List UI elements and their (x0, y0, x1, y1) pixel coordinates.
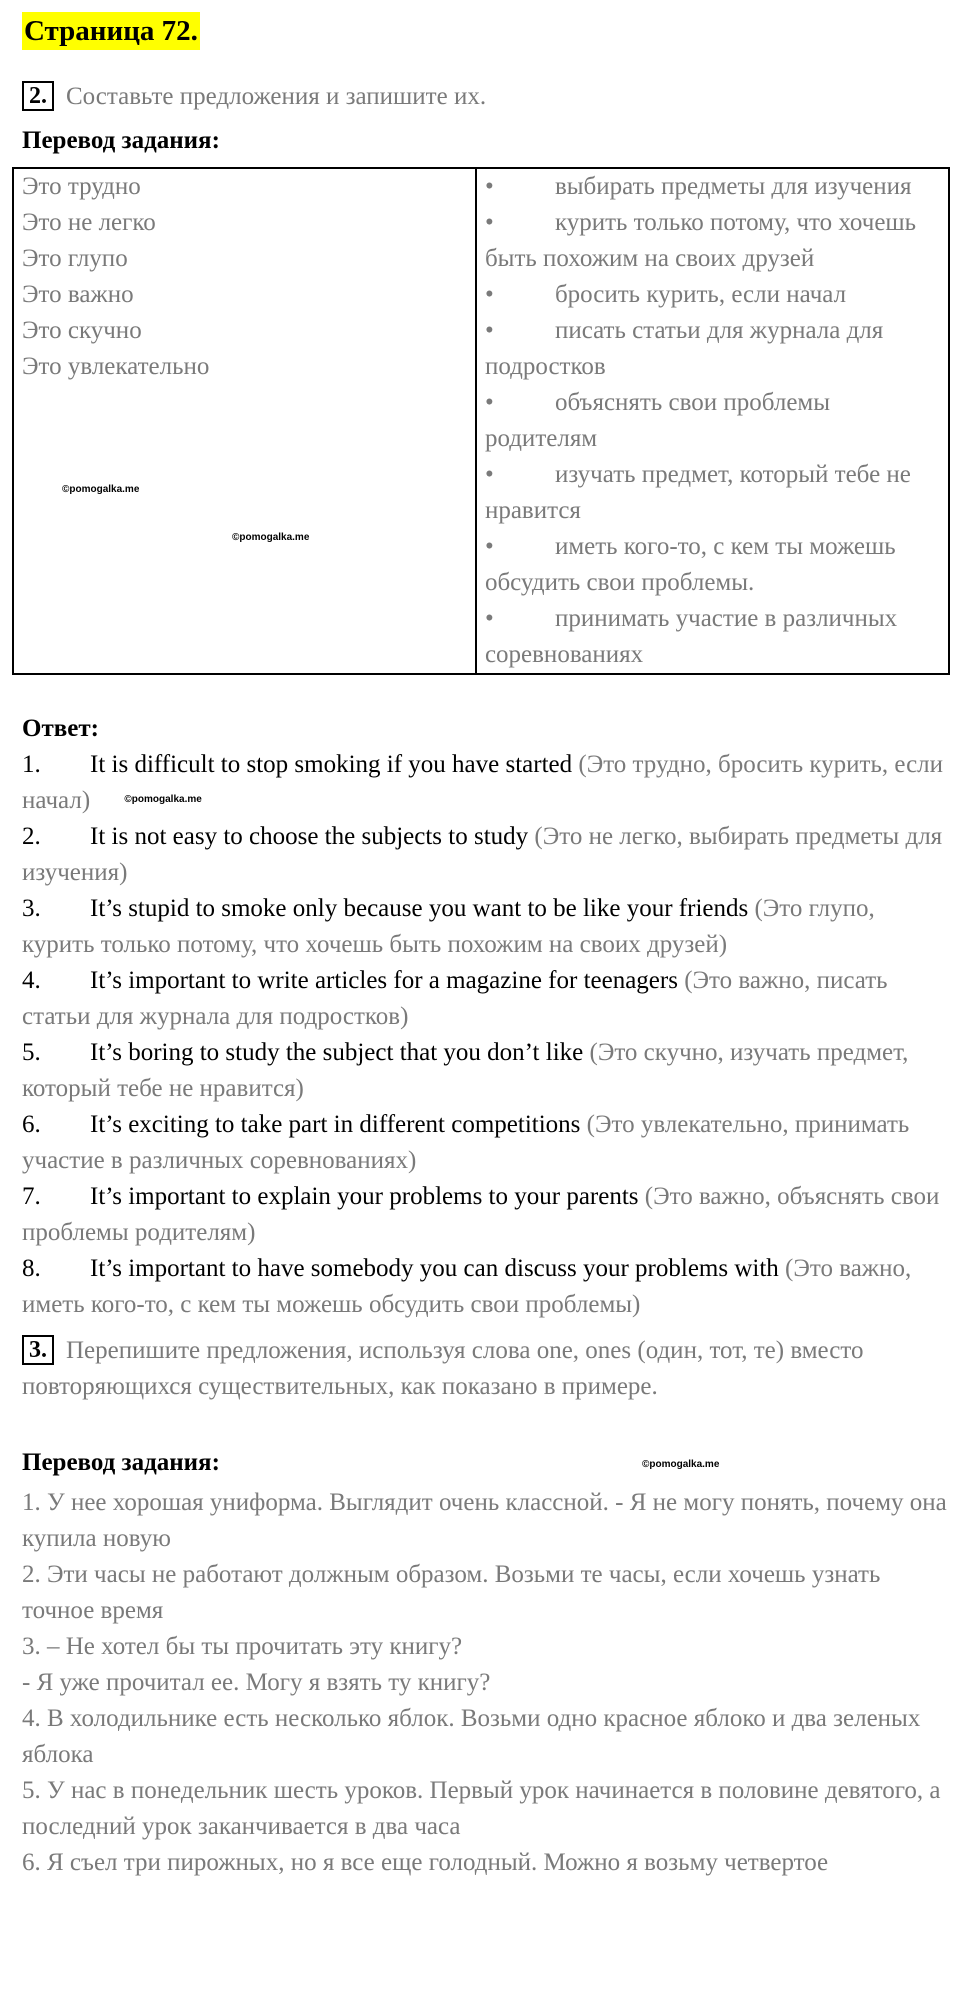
watermark: ©pomogalka.me (232, 532, 310, 543)
document-page (22, 10, 952, 1881)
right-item: • курить только потому, что хочешь быть похожим на своих друзей (485, 205, 940, 277)
right-item: • принимать участие в различных соревнованиях (485, 601, 940, 673)
task-3-number: 3. (22, 1335, 54, 1365)
bullet-icon: • (484, 173, 494, 200)
answer-item: 7. It’s important to explain your problems to your parents (Это важно, объяснять свои проблемы родителям) (22, 1183, 940, 1246)
answer-item: 8. It’s important to have somebody you can discuss your problems with (Это важно, иметь кого-то, с кем ты можешь обсудить свои проблемы) (22, 1255, 912, 1318)
table-right-column (476, 168, 949, 674)
task-3-line: 6. Я съел три пирожных, но я все еще голодный. Можно я возьму четвертое (22, 1849, 829, 1876)
table-left-column (13, 168, 476, 674)
task-3-line: 1. У нее хорошая униформа. Выглядит очень классной. - Я не могу понять, почему она купила новую (22, 1489, 947, 1552)
right-item: • писать статьи для журнала для подростков (485, 313, 940, 385)
bullet-icon: • (484, 317, 494, 344)
bullet-icon: • (484, 605, 494, 632)
answer-item: 3. It’s stupid to smoke only because you want to be like your friends (Это глупо, курить только потому, что хочешь быть похожим на своих друзей) (22, 895, 875, 958)
left-item: Это важно (22, 281, 134, 308)
task-3-instruction: Перепишите предложения, используя слова one, ones (один, тот, те) вместо повторяющихся существительных, как показано в примере. (22, 1337, 864, 1400)
watermark: ©pomogalka.me (642, 1459, 720, 1470)
bullet-icon: • (484, 533, 494, 560)
answer-list (22, 747, 952, 1323)
right-item: • изучать предмет, который тебе не нравится (485, 457, 940, 529)
task-3-line: 5. У нас в понедельник шесть уроков. Первый урок начинается в половине девятого, а последний урок заканчивается в два часа (22, 1777, 941, 1840)
task-3-heading-line (22, 1445, 952, 1481)
watermark: ©pomogalka.me (124, 794, 202, 805)
task-3-line: 2. Эти часы не работают должным образом. Возьми те часы, если хочешь узнать точное время (22, 1561, 881, 1624)
task-2-translation-heading: Перевод задания: (22, 127, 220, 154)
right-item: • выбирать предметы для изучения (485, 169, 940, 205)
task-2-number: 2. (22, 81, 54, 111)
left-item: Это скучно (22, 317, 142, 344)
task-2-table (12, 167, 950, 675)
task-2-instruction-line (22, 79, 952, 115)
answer-heading: Ответ: (22, 715, 99, 742)
task-3-line: 4. В холодильнике есть несколько яблок. Возьми одно красное яблоко и два зеленых яблока (22, 1705, 921, 1768)
task-3-translation-heading: Перевод задания: (22, 1449, 220, 1476)
task-3-lines (22, 1485, 952, 1881)
answer-item: 5. It’s boring to study the subject that you don’t like (Это скучно, изучать предмет, который тебе не нравится) (22, 1039, 909, 1102)
bullet-icon: • (484, 209, 494, 236)
task-3-line: - Я уже прочитал ее. Могу я взять ту книгу? (22, 1669, 491, 1696)
bullet-icon: • (484, 281, 494, 308)
right-item: • объяснять свои проблемы родителям (485, 385, 940, 457)
answer-item: 6. It’s exciting to take part in different competitions (Это увлекательно, принимать участие в различных соревнованиях) (22, 1111, 910, 1174)
page-title: Страница 72. (22, 12, 200, 50)
right-item: • иметь кого-то, с кем ты можешь обсудить свои проблемы. (485, 529, 940, 601)
left-item: Это не легко (22, 209, 156, 236)
answer-item: 1. It is difficult to stop smoking if you have started (Это трудно, бросить курить, если начал) $^{©pomogalka.me}$ (22, 751, 944, 814)
left-item: Это увлекательно (22, 353, 210, 380)
right-item: • бросить курить, если начал (485, 277, 940, 313)
task-3-line: 3. – Не хотел бы ты прочитать эту книгу? (22, 1633, 463, 1660)
answer-item: 4. It’s important to write articles for a magazine for teenagers (Это важно, писать статьи для журнала для подростков) (22, 967, 888, 1030)
task-3-instruction-line (22, 1333, 952, 1405)
left-item: Это трудно (22, 173, 141, 200)
bullet-icon: • (484, 461, 494, 488)
answer-item: 2. It is not easy to choose the subjects to study (Это не легко, выбирать предметы для изучения) (22, 823, 943, 886)
left-item: Это глупо (22, 245, 128, 272)
task-2-instruction: Составьте предложения и запишите их. (66, 83, 487, 110)
watermark: ©pomogalka.me (62, 484, 140, 495)
bullet-icon: • (484, 389, 494, 416)
